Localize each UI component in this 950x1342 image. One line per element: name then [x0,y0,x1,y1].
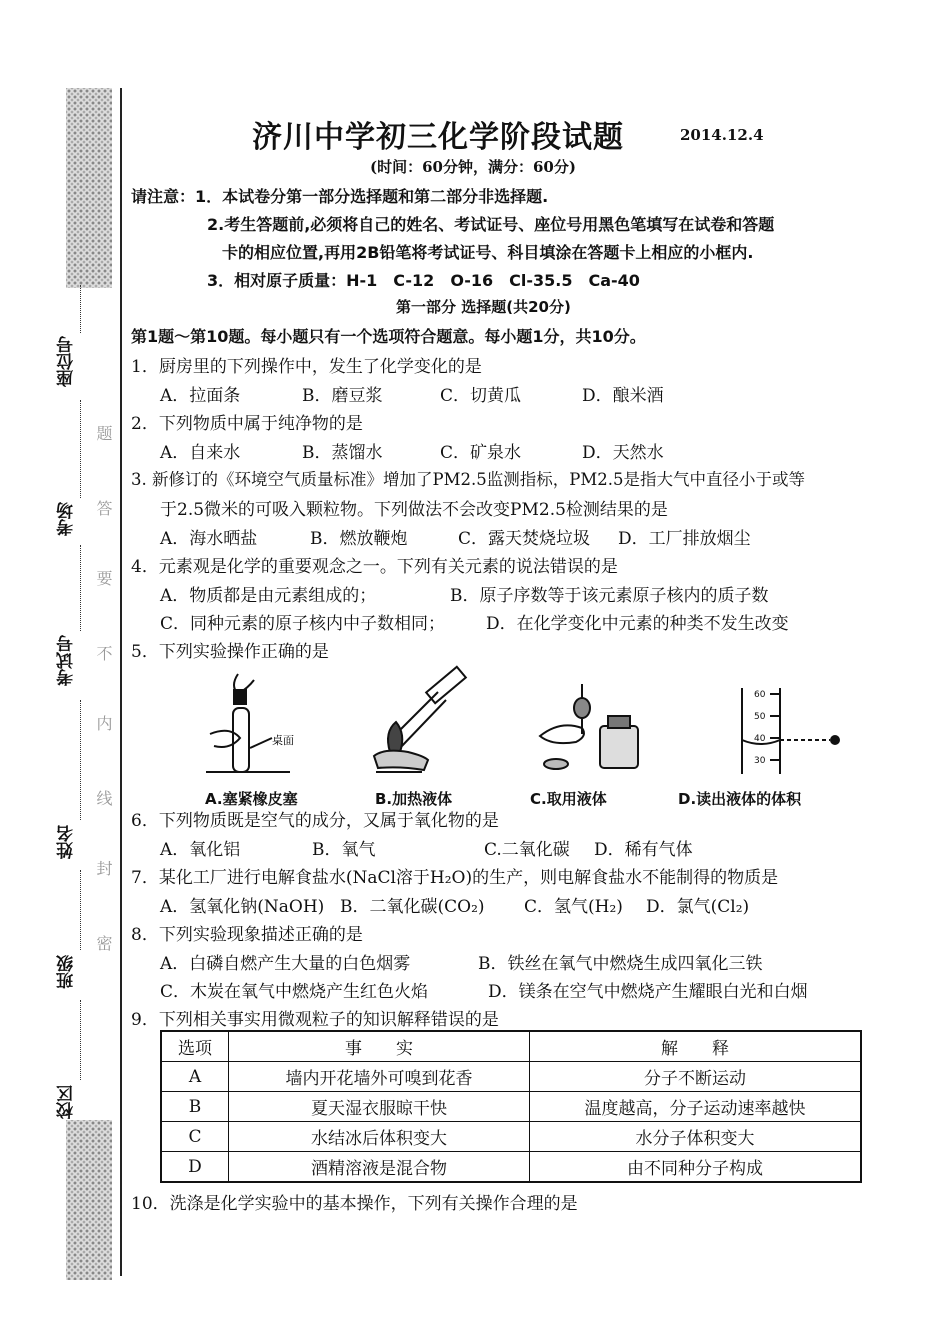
figure-a-desk-label: 桌面 [272,734,294,747]
part1-heading: 第一部分 选择题(共20分) [396,298,571,316]
field-line [80,1000,81,1080]
table-header-row [161,1031,861,1062]
figure-b-heating [374,667,466,772]
table-row [161,1122,861,1152]
q10-stem: 10．洗涤是化学实验中的基本操作，下列有关操作合理的是 [131,1194,578,1214]
q4-option-b: B．原子序数等于该元素原子核内的质子数 [450,586,769,606]
table-header: 解 释 [530,1031,862,1062]
binding-border-line [120,88,122,1276]
q6-stem: 6．下列物质既是空气的成分，又属于氧化物的是 [131,811,499,831]
table-row [161,1152,861,1183]
table-row [161,1092,861,1122]
q1-option-a: A．拉面条 [160,386,241,406]
note-2a: 2.考生答题前,必须将自己的姓名、考试证号、座位号用黑色笔填写在试卷和答题 [207,215,775,234]
q5-figures [190,664,870,788]
seal-char: 题 [94,425,113,441]
notes-prefix: 请注意： [131,187,196,206]
q9-table [160,1030,862,1183]
figure-c-dropper [540,684,638,769]
part1-instruction: 第1题～第10题。每小题只有一个选项符合题意。每小题1分，共10分。 [131,327,646,346]
binding-pattern-top [66,88,112,288]
table-header: 选项 [161,1031,229,1062]
q7-option-b: B．二氧化碳(CO₂) [340,897,485,917]
note-1: 1．本试卷分第一部分选择题和第二部分非选择题. [195,187,549,206]
cylinder-tick-label: 30 [754,756,766,766]
table-cell: 墙内开花墙外可嗅到花香 [229,1062,530,1092]
table-row [161,1062,861,1092]
q5-option-c: C.取用液体 [530,790,607,808]
table-cell: 水结冰后体积变大 [229,1122,530,1152]
q8-option-d: D．镁条在空气中燃烧产生耀眼白光和白烟 [488,982,808,1002]
table-cell: D [161,1152,229,1183]
q4-stem: 4．元素观是化学的重要观念之一。下列有关元素的说法错误的是 [131,557,618,577]
q6-option-a: A．氧化铝 [160,840,241,860]
seal-char: 封 [94,860,113,876]
table-cell: 由不同种分子构成 [530,1152,862,1183]
q6-option-c: C.二氧化碳 [484,840,570,860]
q8-option-b: B．铁丝在氧气中燃烧生成四氧化三铁 [478,954,763,974]
q4-option-a: A．物质都是由元素组成的； [160,586,377,606]
q8-option-a: A．白磷自燃产生大量的白色烟雾 [160,954,411,974]
cylinder-tick-label: 60 [754,690,766,700]
q5-stem: 5．下列实验操作正确的是 [131,642,329,662]
q4-option-d: D．在化学变化中元素的种类不发生改变 [486,614,789,634]
cylinder-tick-label: 40 [754,734,766,744]
table-header: 事 实 [229,1031,530,1062]
q1-option-c: C．切黄瓜 [440,386,522,406]
seal-char: 要 [94,570,113,586]
field-line [80,870,81,950]
q7-option-c: C．氢气(H₂) [524,897,623,917]
q6-option-d: D．稀有气体 [594,840,693,860]
cylinder-tick-label: 50 [754,712,766,722]
q7-option-d: D．氯气(Cl₂) [646,897,750,917]
field-campus: 校区 [57,1085,77,1119]
q3-option-b: B．燃放鞭炮 [310,529,408,549]
seal-char: 不 [94,645,113,661]
q3-option-c: C．露天焚烧垃圾 [458,529,591,549]
q7-option-a: A．氢氧化钠(NaOH) [160,897,325,917]
q5-option-d: D.读出液体的体积 [678,790,802,808]
q3-option-d: D．工厂排放烟尘 [618,529,751,549]
seal-char: 答 [94,500,113,516]
figure-a-stopper [206,674,290,772]
field-line [80,545,81,631]
exam-date: 2014.12.4 [680,126,764,144]
q5-option-b: B.加热液体 [375,790,453,808]
field-exam-room: 考场 [57,502,77,536]
q2-option-c: C．矿泉水 [440,443,522,463]
field-line [80,400,81,498]
binding-pattern-bottom [66,1120,112,1280]
seal-char: 内 [94,715,113,731]
q9-stem: 9．下列相关事实用微观粒子的知识解释错误的是 [131,1010,499,1030]
notes-line-1 [131,184,548,207]
q1-stem: 1．厨房里的下列操作中，发生了化学变化的是 [131,357,482,377]
q4-option-c: C．同种元素的原子核内中子数相同； [160,614,446,634]
q7-stem: 7．某化工厂进行电解食盐水(NaCl溶于H₂O)的生产，则电解食盐水不能制得的物质是 [131,868,779,888]
q3-stem-1: 3. 新修订的《环境空气质量标准》增加了PM2.5监测指标，PM2.5是指大气中直径小于或等 [131,470,805,489]
q5-option-a: A.塞紧橡皮塞 [205,790,298,808]
table-cell: 水分子体积变大 [530,1122,862,1152]
field-line [80,285,81,333]
q2-stem: 2．下列物质中属于纯净物的是 [131,414,363,434]
seal-char: 线 [94,790,113,806]
table-cell: B [161,1092,229,1122]
q1-option-d: D．酿米酒 [582,386,664,406]
field-exam-number: 考试号 [57,635,77,686]
q1-option-b: B．磨豆浆 [302,386,383,406]
q3-option-a: A．海水晒盐 [160,529,258,549]
exam-subtitle: (时间：60分钟，满分：60分) [370,158,576,176]
page-title: 济川中学初三化学阶段试题 [252,120,624,155]
table-cell: 分子不断运动 [530,1062,862,1092]
field-line [80,700,81,820]
q8-option-c: C．木炭在氧气中燃烧产生红色火焰 [160,982,429,1002]
note-2b: 卡的相应位置,再用2B铅笔将考试证号、科目填涂在答题卡上相应的小框内. [222,243,754,262]
field-name: 姓名 [57,825,77,859]
table-cell: 夏天湿衣服晾干快 [229,1092,530,1122]
note-3: 3．相对原子质量：H-1 C-12 O-16 Cl-35.5 Ca-40 [207,271,640,290]
table-cell: A [161,1062,229,1092]
seal-char: 密 [94,935,113,951]
q2-option-a: A．自来水 [160,443,241,463]
table-cell: C [161,1122,229,1152]
q2-option-d: D．天然水 [582,443,664,463]
q3-stem-2: 于2.5微米的可吸入颗粒物。下列做法不会改变PM2.5检测结果的是 [160,500,668,520]
field-seat-number: 座位号 [57,336,77,387]
q6-option-b: B．氧气 [312,840,376,860]
q8-stem: 8．下列实验现象描述正确的是 [131,925,363,945]
q2-option-b: B．蒸馏水 [302,443,383,463]
field-class: 班级 [57,955,77,989]
table-cell: 酒精溶液是混合物 [229,1152,530,1183]
table-cell: 温度越高，分子运动速率越快 [530,1092,862,1122]
